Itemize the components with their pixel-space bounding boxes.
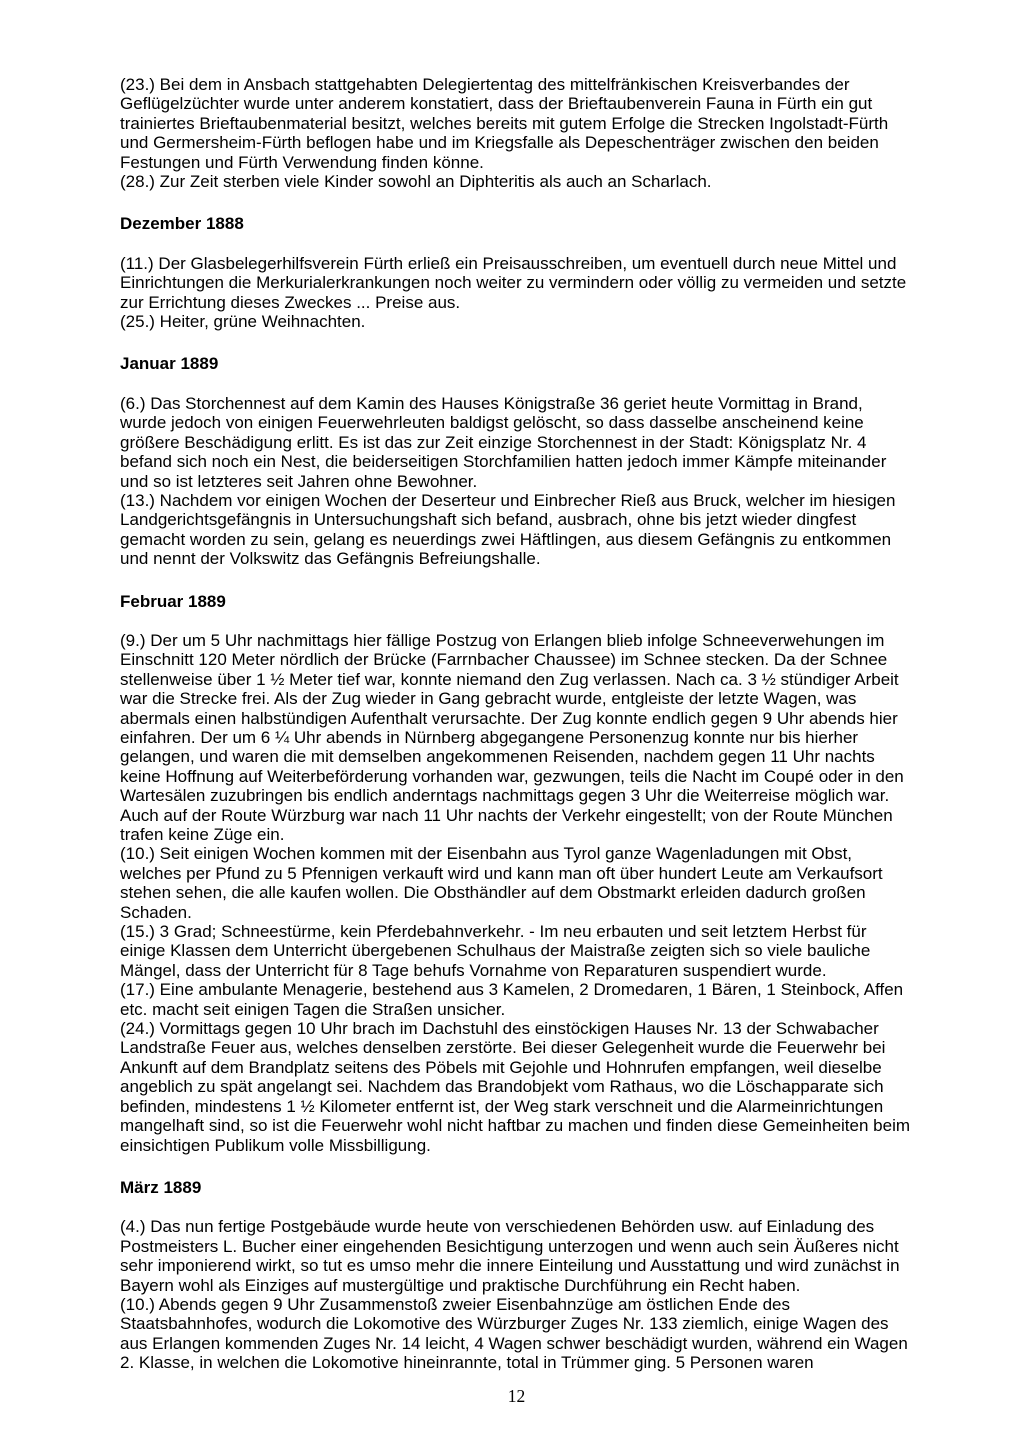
chronicle-paragraph: (9.) Der um 5 Uhr nachmittags hier fällige Postzug von Erlangen blieb infolge Schneeverwehungen im Einschnitt 120 Meter nördlich der Brücke (Farrnbacher Chaussee) im Schnee stecken. Da der Schnee stellenweise über 1 ½ Meter tief war, konnte niemand den Zug verlassen. Nach ca. 3 ½ stündiger Arbeit war die Strecke frei. Als der Zug wieder in Gang gebracht wurde, entgleiste der letzte Wagen, was abermals einen halbstündigen Aufenthalt verursachte. Der Zug konnte endlich gegen 9 Uhr abends hier einfahren. Der um 6 ¼ Uhr abends in Nürnberg abgegangene Personenzug konnte nur bis hierher gelangen, und waren die mit demselben angekommenen Reisenden, nachdem gegen 11 Uhr nachts keine Hoffnung auf Weiterbeförderung vorhanden war, gezwungen, teils die Nacht im Coupé oder in den Wartesälen zuzubringen bis endlich anderntags nachmittags gegen 3 Uhr die Weiterreise möglich war. Auch auf der Route Würzburg war nach 11 Uhr nachts der Verkehr eingestellt; von der Route München trafen keine Züge ein. [120,630,904,844]
document-content [120,75,913,1373]
chronicle-section [120,354,913,568]
section-heading: Januar 1889 [120,354,219,374]
chronicle-paragraph: (25.) Heiter, grüne Weihnachten. [120,312,366,332]
chronicle-paragraph: (17.) Eine ambulante Menagerie, bestehend aus 3 Kamelen, 2 Dromedaren, 1 Bären, 1 Steinbock, Affen etc. macht seit einigen Tagen die Straßen unsicher. [120,980,904,1019]
chronicle-paragraph: (4.) Das nun fertige Postgebäude wurde heute von verschiedenen Behörden usw. auf Einladung des Postmeisters L. Bucher einer eingehenden Besichtigung unterzogen und wenn auch sein Äußeres nicht sehr imponierend wirkt, so tut es umso mehr die innere Einteilung und Ausstattung und wird zunächst in Bayern wohl als Einziges auf mustergültige und praktische Durchführung ein Recht haben. [120,1217,900,1295]
section-heading: Dezember 1888 [120,214,244,234]
chronicle-section [120,75,913,191]
chronicle-paragraph: (23.) Bei dem in Ansbach stattgehabten Delegiertentag des mittelfränkischen Kreisverbandes der Geflügelzüchter wurde unter anderem konstatiert, dass der Brieftaubenverein Fauna in Fürth ein gut trainiertes Brieftaubenmaterial besitzt, welches bereits mit gutem Erfolge die Strecken Ingolstadt-Fürth und Germersheim-Fürth beflogen habe und im Kriegsfalle als Depeschenträger zwischen den beiden Festungen und Fürth Verwendung finden könne. [120,75,889,172]
chronicle-paragraph: (10.) Abends gegen 9 Uhr Zusammenstoß zweier Eisenbahnzüge am östlichen Ende des Staatsbahnhofes, wodurch die Lokomotive des Würzburger Zuges Nr. 133 ziemlich, einige Wagen des aus Erlangen kommenden Zuges Nr. 14 leicht, 4 Wagen schwer beschädigt wurden, während ein Wagen 2. Klasse, in welchen die Lokomotive hineinrannte, total in Trümmer ging. 5 Personen waren [120,1294,908,1373]
chronicle-section [120,1178,913,1373]
chronicle-paragraph: (11.) Der Glasbelegerhilfsverein Fürth erließ ein Preisausschreiben, um eventuell durch neue Mittel und Einrichtungen die Merkurialerkrankungen noch weiter zu vermindern oder völlig zu vermeiden und setzte zur Errichtung dieses Zweckes ... Preise aus. [120,253,907,312]
chronicle-paragraph: (15.) 3 Grad; Schneestürme, kein Pferdebahnverkehr. - Im neu erbauten und seit letztem Herbst für einige Klassen dem Unterricht übergebenen Schulhaus der Maistraße zeigten sich so viele bauliche Mängel, dass der Unterricht für 8 Tage behufs Vornahme von Reparaturen suspendiert wurde. [120,922,871,980]
chronicle-paragraph: (10.) Seit einigen Wochen kommen mit der Eisenbahn aus Tyrol ganze Wagenladungen mit Obst, welches per Pfund zu 5 Pfennigen verkauft wird und kann man oft über hundert Leute am Verkaufsort stehen sehen, die alle kaufen wollen. Die Obsthändler auf dem Obstmarkt erleiden dadurch großen Schaden. [120,844,883,922]
section-heading: März 1889 [120,1177,202,1197]
chronicle-paragraph: (28.) Zur Zeit sterben viele Kinder sowohl an Diphteritis als auch an Scharlach. [120,172,712,192]
chronicle-paragraph: (24.) Vormittags gegen 10 Uhr brach im Dachstuhl des einstöckigen Hauses Nr. 13 der Schwabacher Landstraße Feuer aus, welches denselben zerstörte. Bei dieser Gelegenheit wurde die Feuerwehr bei Ankunft auf dem Brandplatz seitens des Pöbels mit Gejohle und Hohnrufen empfangen, weil dieselbe angeblich zu spät angelangt sei. Nachdem das Brandobjekt vom Rathaus, wo die Löschapparate sich befinden, mindestens 1 ½ Kilometer entfernt ist, der Weg stark verschneit und die Alarmeinrichtungen mangelhaft sind, so ist die Feuerwehr wohl nicht haftbar zu machen und finden diese Gemeinheiten beim einsichtigen Publikum volle Missbilligung. [120,1019,911,1155]
page-number: 12 [507,1385,526,1406]
chronicle-paragraph: (6.) Das Storchennest auf dem Kamin des Hauses Königstraße 36 geriet heute Vormittag in Brand, wurde jedoch von einigen Feuerwehrleuten baldigst gelöscht, so dass dasselbe anscheinend keine größere Beschädigung erlitt. Es ist das zur Zeit einzige Storchennest in der Stadt: Königsplatz Nr. 4 befand sich noch ein Nest, die beiderseitigen Storchfamilien hatten jedoch immer Kämpfe miteinander und so ist letzteres seit Jahren ohne Bewohner. [120,393,887,491]
section-heading: Februar 1889 [120,591,226,611]
chronicle-paragraph: (13.) Nachdem vor einigen Wochen der Deserteur und Einbrecher Rieß aus Bruck, welcher im hiesigen Landgerichtsgefängnis in Untersuchungshaft sich befand, ausbrach, ohne bis jetzt wieder dingfest gemacht worden zu sein, gelang es neuerdings zwei Häftlingen, aus diesem Gefängnis zu entkommen und nennt der Volkswitz das Gefängnis Befreiungshalle. [120,490,896,569]
chronicle-section [120,592,913,1155]
chronicle-section [120,214,913,331]
